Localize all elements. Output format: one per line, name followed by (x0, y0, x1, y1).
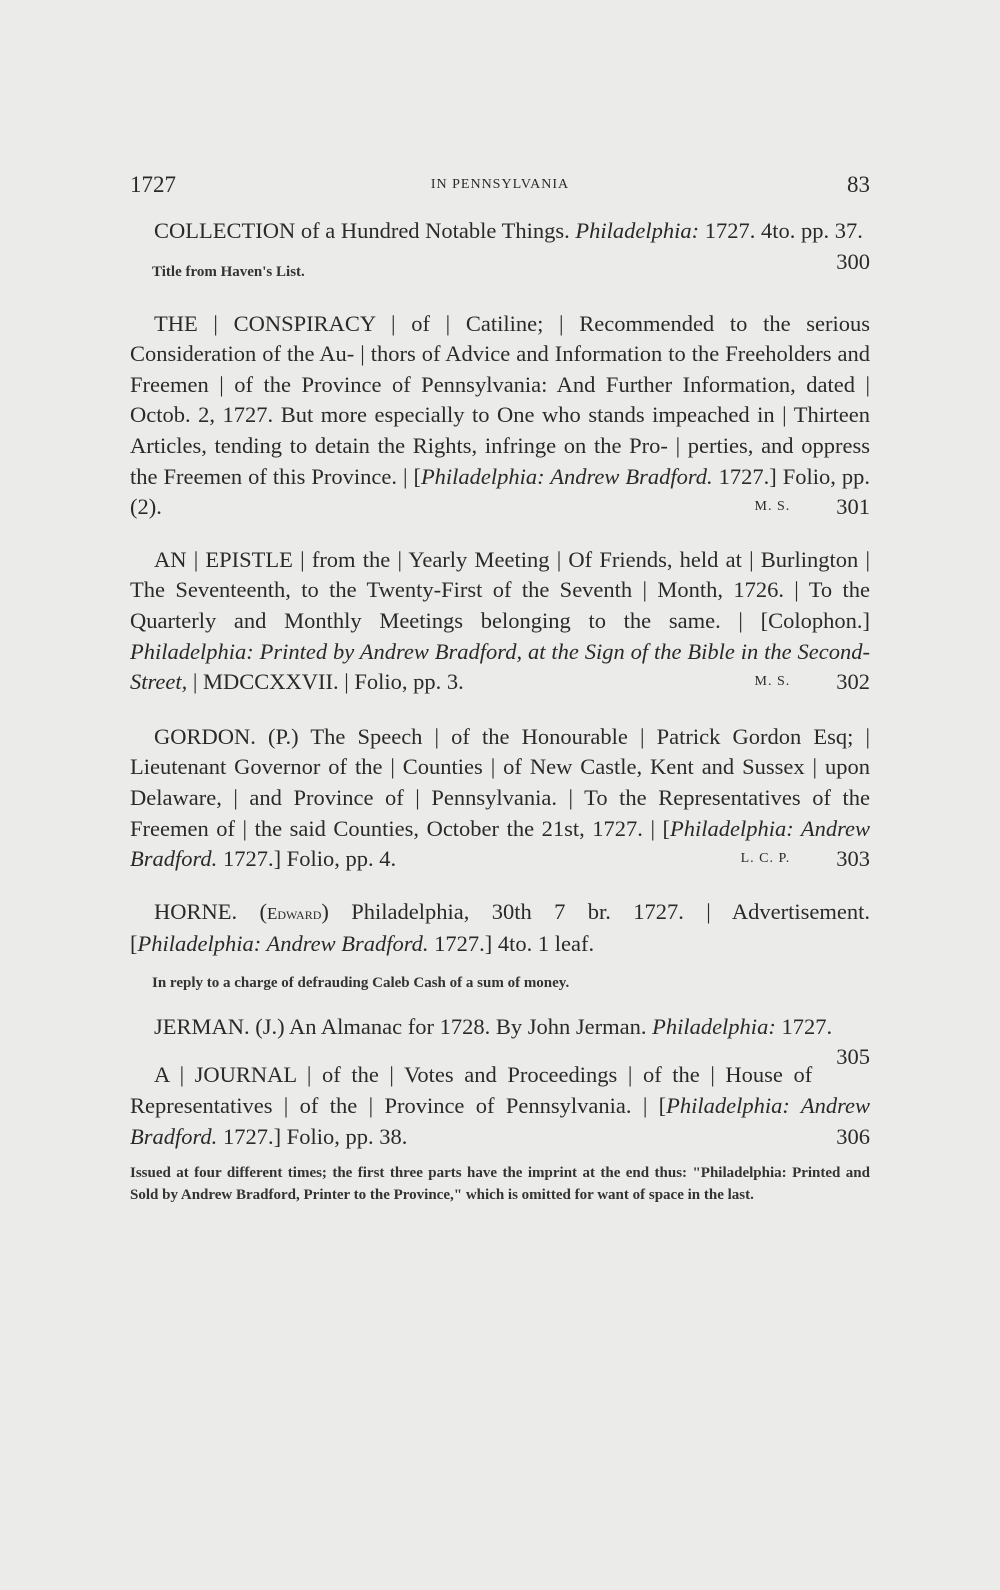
entry-details: 1727.] Folio, pp. (2). (130, 463, 871, 520)
entry-text: COLLECTION of a Hundred Notable Things. (154, 218, 570, 243)
entry-number: 306 (836, 1123, 870, 1149)
entry-text: HORNE. ( (154, 898, 267, 924)
entry-note: Title from Haven's List. (152, 263, 305, 280)
entry-imprint: Philadelphia: Andrew Bradford. (137, 931, 429, 957)
library-symbol: M. S. (754, 499, 791, 515)
library-symbol: L. C. P. (740, 851, 791, 867)
entry-303 (130, 722, 870, 875)
book-page (130, 172, 870, 1206)
entry-imprint: Philadelphia: (575, 218, 700, 243)
entry-note: Issued at four different times; the first three parts have the imprint at the end thus: "Philadelphia: Printed and Sold by Andrew Bradford, Printer to the Province," which is omitted for want of space in the last. (130, 1165, 870, 1204)
entry-text-continued: ) Philadelphia, 30th 7 br. 1727. | Advertisement. [ (130, 898, 870, 957)
running-title: IN PENNSYLVANIA (430, 177, 570, 192)
entry-302 (130, 545, 870, 698)
page-number: 83 (847, 172, 870, 197)
author-forename: Edward (267, 903, 322, 923)
entry-text: JERMAN. (J.) An Almanac for 1728. By John Jerman. (154, 1013, 647, 1039)
page-header (130, 172, 870, 202)
entry-details: 1727.] Folio, pp. 38. (222, 1123, 408, 1149)
entry-number: 305 (836, 1044, 870, 1070)
entry-301 (130, 309, 870, 523)
entry-imprint: Philadelphia: Andrew Bradford. (130, 815, 871, 872)
entry-text: A | JOURNAL | of the | Votes and Proceedings | of the | House of Representatives | of the | Province of Pennsylvania. | [ (130, 1062, 813, 1119)
library-symbol: M. S. (754, 674, 791, 690)
entry-number: 300 (836, 248, 870, 274)
entry-details: 1727. (781, 1013, 833, 1039)
entry-details: 1727. 4to. pp. 37. (704, 218, 863, 243)
entry-details: 1727.] 4to. 1 leaf. (434, 931, 595, 957)
entry-text: AN | EPISTLE | from the | Yearly Meeting | Of Friends, held at | Burlington | The Seventeenth, to the Twenty-First of the Seventh | Month, 1726. | To the Quarterly and Monthly Meetings belonging to the same. | [Colophon.] (130, 546, 870, 633)
entry-details: | MDCCXXVII. | Folio, pp. 3. (192, 669, 464, 695)
entry-imprint: Philadelphia: Printed by Andrew Bradford, at the Sign of the Bible in the Second-Street, (130, 638, 870, 695)
header-year: 1727 (130, 172, 176, 197)
entry-imprint: Philadelphia: Andrew Bradford. (420, 463, 713, 489)
entry-number: 303 (836, 846, 870, 872)
entry-text: GORDON. (P.) The Speech | of the Honourable | Patrick Gordon Esq; | Lieutenant Governor of the | Counties | of New Castle, Kent and Sussex | upon Delaware, | and Province of | Pennsylvania. | To the Representatives of the Freemen of | the said Counties, October the 21st, 1727. | [ (130, 723, 870, 841)
entry-number: 302 (836, 669, 870, 695)
entry-imprint: Philadelphia: Andrew Bradford. (130, 1093, 871, 1149)
entry-306 (130, 1060, 870, 1152)
entry-number: 301 (836, 494, 870, 520)
entry-details: 1727.] Folio, pp. 4. (222, 846, 397, 872)
entry-note: In reply to a charge of defrauding Caleb Cash of a sum of money. (152, 974, 570, 991)
entry-text: THE | CONSPIRACY | of | Catiline; | Recommended to the serious Consideration of the Au- | thors of Advice and Information to the Freeholders and Freemen | of the Province of Pennsylvania: And Further Information, dated | Octob. 2, 1727. But more especially to One who stands impeached in | Thirteen Articles, tending to detain the Rights, infringe on the Pro- | perties, and oppress the Freemen of this Province. | [ (130, 310, 870, 489)
entry-horne (130, 897, 870, 960)
entry-305 (130, 1012, 870, 1070)
entry-imprint: Philadelphia: (652, 1013, 776, 1039)
